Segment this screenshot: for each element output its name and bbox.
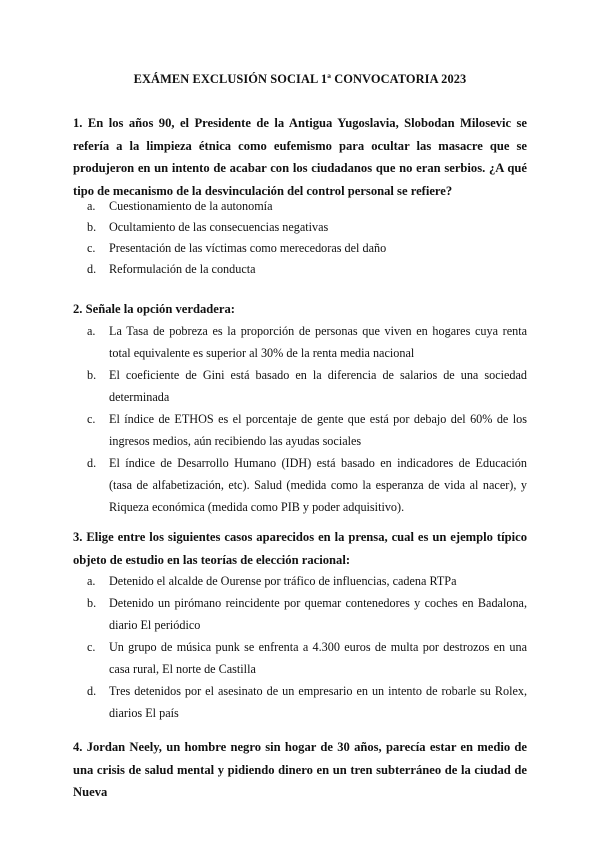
option-text: El índice de Desarrollo Humano (IDH) está basado en indicadores de Educación (tasa de alfabetización, etc). Salud (medida como la esperanza de vida al nacer), y Riqueza económica (medida como PIB y poder adquisitivo).	[109, 456, 527, 514]
option-text: Tres detenidos por el asesinato de un empresario en un intento de robarle su Rolex, diarios El país	[109, 684, 527, 720]
option-marker: c.	[87, 412, 96, 426]
question-3-option-b	[87, 592, 527, 636]
option-marker: a.	[87, 574, 96, 588]
option-marker: c.	[87, 241, 96, 255]
option-marker: b.	[87, 368, 97, 382]
option-marker: c.	[87, 640, 96, 654]
question-2-option-a	[87, 320, 527, 364]
option-text: El índice de ETHOS es el porcentaje de gente que está por debajo del 60% de los ingresos medios, aún recibiendo las ayudas sociales	[109, 412, 527, 448]
option-text: Presentación de las víctimas como merecedoras del daño	[109, 241, 387, 255]
question-2-option-c	[87, 408, 527, 452]
option-text: Detenido un pirómano reincidente por quemar contenedores y coches en Badalona, diario El periódico	[109, 596, 527, 632]
option-text: Detenido el alcalde de Ourense por tráfico de influencias, cadena RTPa	[109, 574, 457, 588]
question-3-option-c	[87, 636, 527, 680]
question-3-text: 3. Elige entre los siguientes casos aparecidos en la prensa, cual es un ejemplo típico objeto de estudio en las teorías de elección racional:	[73, 530, 527, 567]
question-2-option-d	[87, 452, 527, 518]
option-text: Reformulación de la conducta	[109, 262, 256, 276]
option-text: Un grupo de música punk se enfrenta a 4.300 euros de multa por destrozos en una casa rural, El norte de Castilla	[109, 640, 527, 676]
question-2-text: 2. Señale la opción verdadera:	[73, 302, 235, 316]
option-text: Ocultamiento de las consecuencias negativas	[109, 220, 329, 234]
option-marker: b.	[87, 220, 97, 234]
option-marker: a.	[87, 199, 96, 213]
question-3-option-d	[87, 680, 527, 724]
question-1-option-b	[87, 217, 527, 238]
option-marker: d.	[87, 262, 97, 276]
question-2-options	[87, 320, 527, 518]
question-1-option-c	[87, 238, 527, 259]
question-4-text: 4. Jordan Neely, un hombre negro sin hogar de 30 años, parecía estar en medio de una crisis de salud mental y pidiendo dinero en un tren subterráneo de la ciudad de Nueva	[73, 740, 527, 800]
option-text: La Tasa de pobreza es la proporción de personas que viven en hogares cuya renta total equivalente es superior al 30% de la renta media nacional	[109, 324, 527, 360]
question-1-option-a	[87, 196, 527, 217]
question-3-options	[87, 570, 527, 724]
option-marker: d.	[87, 456, 97, 470]
question-1-text: 1. En los años 90, el Presidente de la Antigua Yugoslavia, Slobodan Milosevic se refería a la limpieza étnica como eufemismo para ocultar las masacre que se produjeron en un intento de acabar con los ciudadanos que no eran serbios. ¿A qué tipo de mecanismo de la desvinculación del control personal se refiere?	[73, 116, 527, 198]
option-text: Cuestionamiento de la autonomía	[109, 199, 273, 213]
option-marker: d.	[87, 684, 97, 698]
question-2-option-b	[87, 364, 527, 408]
question-1-options	[87, 196, 527, 280]
exam-title: EXÁMEN EXCLUSIÓN SOCIAL 1ª CONVOCATORIA 2023	[133, 72, 467, 86]
option-marker: a.	[87, 324, 96, 338]
question-1-option-d	[87, 259, 527, 280]
option-text: El coeficiente de Gini está basado en la diferencia de salarios de una sociedad determinada	[109, 368, 527, 404]
option-marker: b.	[87, 596, 97, 610]
question-3-option-a	[87, 570, 527, 592]
